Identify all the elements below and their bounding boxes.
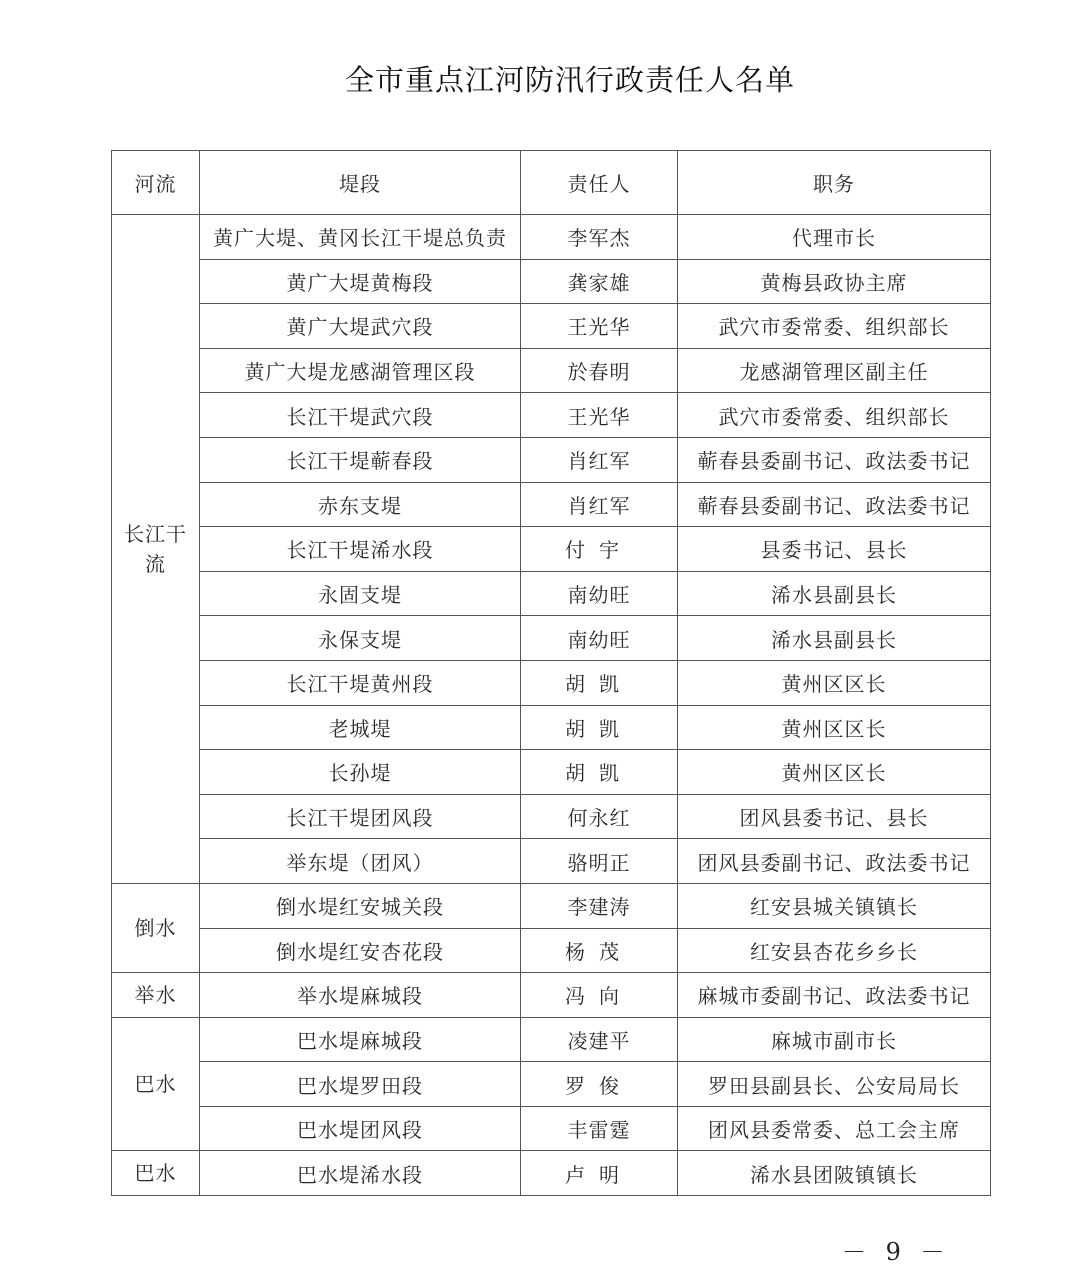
- position-cell: 黄梅县政协主席: [678, 259, 991, 304]
- person-cell: 肖红军: [521, 437, 678, 482]
- person-cell: 李军杰: [521, 215, 678, 260]
- person-cell: 冯向: [521, 973, 678, 1018]
- table-row: [112, 527, 991, 572]
- table-row: [112, 1062, 991, 1107]
- person-cell: 胡凯: [521, 705, 678, 750]
- river-cell: 巴水: [112, 1017, 200, 1151]
- person-cell: 肖红军: [521, 482, 678, 527]
- table-row: [112, 437, 991, 482]
- table-row: [112, 215, 991, 260]
- position-cell: 浠水县副县长: [678, 616, 991, 661]
- section-cell: 黄广大堤、黄冈长江干堤总负责: [200, 215, 521, 260]
- river-cell: 长江干流: [112, 215, 200, 884]
- section-cell: 巴水堤麻城段: [200, 1017, 521, 1062]
- table-row: [112, 616, 991, 661]
- section-cell: 老城堤: [200, 705, 521, 750]
- header-person: 责任人: [521, 151, 678, 215]
- river-cell: 倒水: [112, 883, 200, 972]
- person-cell: 王光华: [521, 304, 678, 349]
- person-cell: 罗俊: [521, 1062, 678, 1107]
- river-cell: 巴水: [112, 1151, 200, 1196]
- section-cell: 永保支堤: [200, 616, 521, 661]
- section-cell: 举水堤麻城段: [200, 973, 521, 1018]
- person-cell: 胡凯: [521, 660, 678, 705]
- position-cell: 红安县杏花乡乡长: [678, 928, 991, 973]
- section-cell: 长孙堤: [200, 750, 521, 795]
- position-cell: 团风县委副书记、政法委书记: [678, 839, 991, 884]
- section-cell: 巴水堤团风段: [200, 1106, 521, 1151]
- position-cell: 浠水县副县长: [678, 571, 991, 616]
- position-cell: 罗田县副县长、公安局局长: [678, 1062, 991, 1107]
- river-cell: 举水: [112, 973, 200, 1018]
- document-title: 全市重点江河防汛行政责任人名单: [344, 63, 795, 97]
- section-cell: 长江干堤武穴段: [200, 393, 521, 438]
- position-cell: 蕲春县委副书记、政法委书记: [678, 482, 991, 527]
- table-row: [112, 883, 991, 928]
- person-cell: 胡凯: [521, 750, 678, 795]
- person-cell: 骆明正: [521, 839, 678, 884]
- header-position: 职务: [678, 151, 991, 215]
- table-row: [112, 1017, 991, 1062]
- position-cell: 武穴市委常委、组织部长: [678, 304, 991, 349]
- person-cell: 丰雷霆: [521, 1106, 678, 1151]
- section-cell: 长江干堤黄州段: [200, 660, 521, 705]
- position-cell: 团风县委书记、县长: [678, 794, 991, 839]
- position-cell: 黄州区区长: [678, 750, 991, 795]
- position-cell: 代理市长: [678, 215, 991, 260]
- person-cell: 凌建平: [521, 1017, 678, 1062]
- table-row: [112, 928, 991, 973]
- section-cell: 长江干堤团风段: [200, 794, 521, 839]
- table-row: [112, 794, 991, 839]
- responsibility-table: [111, 150, 991, 1196]
- position-cell: 龙感湖管理区副主任: [678, 348, 991, 393]
- position-cell: 红安县城关镇镇长: [678, 883, 991, 928]
- section-cell: 永固支堤: [200, 571, 521, 616]
- section-cell: 倒水堤红安城关段: [200, 883, 521, 928]
- header-river: 河流: [112, 151, 200, 215]
- section-cell: 赤东支堤: [200, 482, 521, 527]
- table-row: [112, 348, 991, 393]
- person-cell: 龚家雄: [521, 259, 678, 304]
- section-cell: 黄广大堤龙感湖管理区段: [200, 348, 521, 393]
- page-number: － 9 －: [842, 1238, 951, 1266]
- position-cell: 麻城市副市长: [678, 1017, 991, 1062]
- section-cell: 黄广大堤武穴段: [200, 304, 521, 349]
- position-cell: 县委书记、县长: [678, 527, 991, 572]
- position-cell: 蕲春县委副书记、政法委书记: [678, 437, 991, 482]
- section-cell: 巴水堤浠水段: [200, 1151, 521, 1196]
- person-cell: 杨茂: [521, 928, 678, 973]
- table-row: [112, 393, 991, 438]
- person-cell: 南幼旺: [521, 571, 678, 616]
- table-row: [112, 1151, 991, 1196]
- section-cell: 举东堤（团风）: [200, 839, 521, 884]
- section-cell: 长江干堤蕲春段: [200, 437, 521, 482]
- table-row: [112, 259, 991, 304]
- table-body: [112, 215, 991, 1196]
- section-cell: 倒水堤红安杏花段: [200, 928, 521, 973]
- person-cell: 付宇: [521, 527, 678, 572]
- table-row: [112, 750, 991, 795]
- section-cell: 黄广大堤黄梅段: [200, 259, 521, 304]
- position-cell: 团风县委常委、总工会主席: [678, 1106, 991, 1151]
- person-cell: 南幼旺: [521, 616, 678, 661]
- person-cell: 李建涛: [521, 883, 678, 928]
- position-cell: 黄州区区长: [678, 705, 991, 750]
- table-row: [112, 973, 991, 1018]
- person-cell: 卢明: [521, 1151, 678, 1196]
- person-cell: 於春明: [521, 348, 678, 393]
- person-cell: 王光华: [521, 393, 678, 438]
- position-cell: 麻城市委副书记、政法委书记: [678, 973, 991, 1018]
- table-row: [112, 705, 991, 750]
- position-cell: 武穴市委常委、组织部长: [678, 393, 991, 438]
- position-cell: 浠水县团陂镇镇长: [678, 1151, 991, 1196]
- person-cell: 何永红: [521, 794, 678, 839]
- table-row: [112, 1106, 991, 1151]
- table-row: [112, 571, 991, 616]
- header-section: 堤段: [200, 151, 521, 215]
- section-cell: 长江干堤浠水段: [200, 527, 521, 572]
- table-row: [112, 839, 991, 884]
- position-cell: 黄州区区长: [678, 660, 991, 705]
- table-row: [112, 482, 991, 527]
- table-row: [112, 304, 991, 349]
- section-cell: 巴水堤罗田段: [200, 1062, 521, 1107]
- table-header-row: [112, 151, 991, 215]
- table-row: [112, 660, 991, 705]
